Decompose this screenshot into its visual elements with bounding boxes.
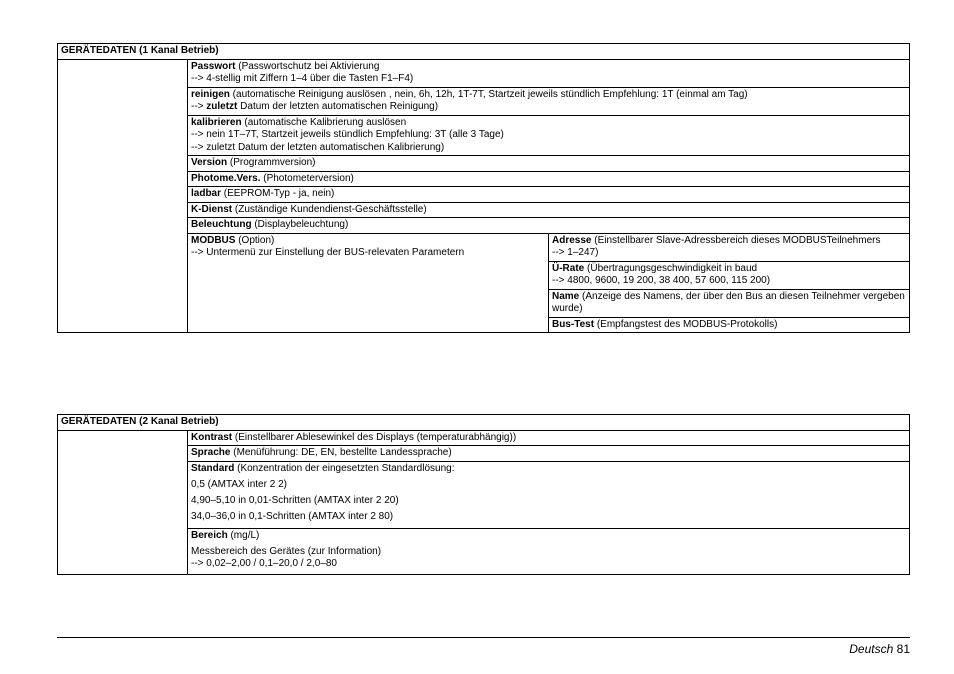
page-number: 81 bbox=[896, 642, 910, 656]
param-desc: (Einstellbarer Slave-Adressbereich dieses MODBUSTeilnehmers bbox=[591, 234, 881, 246]
param-subdesc: Datum der letzten automatischen Reinigung) bbox=[237, 101, 439, 112]
table-row bbox=[188, 59, 910, 87]
modbus-sub-row bbox=[549, 261, 910, 289]
param-desc: (Displaybeleuchtung) bbox=[251, 219, 349, 230]
param-desc: (automatische Kalibrierung auslösen bbox=[241, 116, 407, 128]
param-key: reinigen bbox=[191, 88, 230, 100]
table-row bbox=[188, 218, 910, 234]
table-row bbox=[188, 202, 910, 218]
param-line: --> 4-stellig mit Ziffern 1–4 über die Tasten F1–F4) bbox=[191, 73, 414, 84]
param-line: 0,5 (AMTAX inter 2 2) bbox=[191, 478, 287, 490]
param-desc: (Zuständige Kundendienst-Geschäftsstelle) bbox=[232, 203, 427, 215]
param-desc: (Option) bbox=[235, 234, 275, 246]
param-key: Beleuchtung bbox=[191, 219, 252, 230]
table-row bbox=[188, 87, 910, 115]
param-desc: (Übertragungsgeschwindigkeit in baud bbox=[584, 262, 758, 274]
footer-language: Deutsch bbox=[849, 642, 894, 656]
param-line: --> 1–247) bbox=[552, 247, 599, 258]
param-line: --> nein 1T–7T, Startzeit jeweils stündlich Empfehlung: 3T (alle 3 Tage) bbox=[191, 129, 504, 140]
param-desc: (Empfangstest des MODBUS-Protokolls) bbox=[594, 318, 778, 330]
param-desc: (mg/L) bbox=[227, 529, 260, 541]
param-desc: (Photometerversion) bbox=[260, 172, 354, 184]
param-desc: (EEPROM-Typ - ja, nein) bbox=[221, 188, 335, 199]
page-footer bbox=[849, 642, 910, 656]
param-key: K-Dienst bbox=[191, 203, 233, 215]
param-desc: (Einstellbarer Ablesewinkel des Displays (temperaturabhängig)) bbox=[232, 431, 517, 443]
param-line: --> Untermenü zur Einstellung der BUS-relevaten Parametern bbox=[191, 247, 465, 258]
modbus-sub-row bbox=[549, 289, 910, 317]
param-key: Bus-Test bbox=[552, 318, 595, 330]
param-desc: (Passwortschutz bei Aktivierung bbox=[235, 60, 380, 72]
param-desc: (Anzeige des Namens, der über den Bus an diesen Teilnehmer vergeben wurde) bbox=[552, 290, 905, 314]
param-subkey: zuletzt bbox=[206, 101, 238, 112]
table-row bbox=[188, 171, 910, 187]
footer-divider bbox=[57, 637, 910, 638]
table-row bbox=[188, 446, 910, 462]
param-key: Photome.Vers. bbox=[191, 172, 261, 184]
param-line: --> 0,02–2,00 / 0,1–20,0 / 2,0–80 bbox=[191, 558, 337, 569]
empty-label-column bbox=[58, 59, 188, 333]
table-row bbox=[188, 115, 910, 156]
param-desc: (Konzentration der eingesetzten Standardlösung: bbox=[234, 462, 455, 474]
param-desc: (Menüführung: DE, EN, bestellte Landessprache) bbox=[230, 447, 452, 458]
table-row bbox=[188, 430, 910, 446]
param-key: Name bbox=[552, 290, 580, 302]
param-key: Passwort bbox=[191, 60, 236, 72]
device-data-table-1-channel bbox=[57, 43, 910, 333]
arrow-prefix: --> bbox=[191, 101, 207, 112]
param-key: Ü-Rate bbox=[552, 262, 585, 274]
table-title: GERÄTEDATEN (2 Kanal Betrieb) bbox=[58, 415, 910, 431]
param-key: MODBUS bbox=[191, 234, 236, 246]
param-line bbox=[191, 101, 906, 114]
modbus-sub-row bbox=[549, 233, 910, 261]
device-data-table-2-channel bbox=[57, 414, 910, 575]
param-key: Adresse bbox=[552, 234, 592, 246]
param-line: --> 4800, 9600, 19 200, 38 400, 57 600, 115 200) bbox=[552, 275, 771, 286]
param-desc: (Programmversion) bbox=[227, 157, 316, 168]
param-desc: (automatische Reinigung auslösen , nein, 6h, 12h, 1T-7T, Startzeit jeweils stündlich Empfehlung: 1T (einmal am Tag) bbox=[229, 88, 748, 100]
param-key: kalibrieren bbox=[191, 116, 242, 128]
param-line: 4,90–5,10 in 0,01-Schritten (AMTAX inter 2 20) bbox=[191, 494, 399, 506]
table-row bbox=[188, 187, 910, 203]
param-key: Kontrast bbox=[191, 431, 233, 443]
param-line: 34,0–36,0 in 0,1-Schritten (AMTAX inter 2 80) bbox=[191, 510, 394, 522]
param-key: Bereich bbox=[191, 529, 228, 541]
param-line: Messbereich des Gerätes (zur Information) bbox=[191, 545, 382, 557]
modbus-cell bbox=[188, 233, 549, 333]
modbus-sub-row bbox=[549, 317, 910, 333]
param-key: Version bbox=[191, 157, 228, 168]
param-key: ladbar bbox=[191, 188, 222, 199]
empty-label-column bbox=[58, 430, 188, 574]
table-row bbox=[188, 461, 910, 528]
param-key: Sprache bbox=[191, 447, 231, 458]
param-line: --> zuletzt Datum der letzten automatischen Kalibrierung) bbox=[191, 141, 445, 153]
param-key: Standard bbox=[191, 462, 235, 474]
table-row bbox=[188, 156, 910, 172]
table-row bbox=[188, 528, 910, 574]
table-title: GERÄTEDATEN (1 Kanal Betrieb) bbox=[58, 44, 910, 60]
